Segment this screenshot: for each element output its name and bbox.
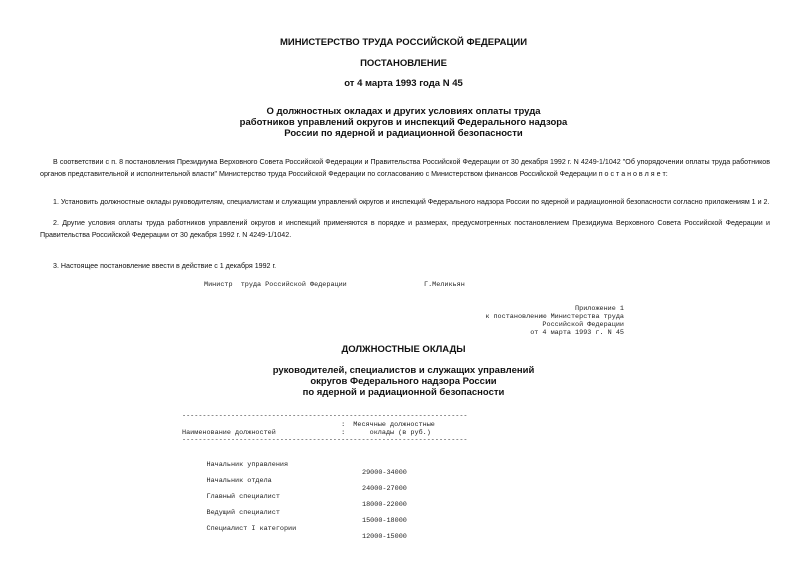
- title-line-2: работников управлений округов и инспекций Федерального надзора: [239, 117, 568, 128]
- table-row: [182, 517, 482, 549]
- position-cell: Начальник отдела: [206, 477, 272, 485]
- appendix-line-4: от 4 марта 1993 г. N 45: [530, 329, 624, 337]
- signature-title: Министр труда Российской Федерации: [204, 281, 347, 289]
- appendix-subtitle-2: округов Федерального надзора России: [310, 376, 497, 387]
- appendix-line-3: Российской Федерации: [542, 321, 624, 329]
- table-header-line-1: : Месячные должностные: [182, 421, 435, 429]
- ministry-heading: МИНИСТЕРСТВО ТРУДА РОССИЙСКОЙ ФЕДЕРАЦИИ: [279, 37, 528, 48]
- salary-cell: 12000-15000: [362, 533, 407, 541]
- appendix-line-1: Приложение 1: [575, 305, 624, 313]
- appendix-line-2: к постановлению Министерства труда: [485, 313, 624, 321]
- position-cell: Начальник управления: [206, 461, 289, 469]
- position-cell: Главный специалист: [206, 493, 280, 501]
- item-3-paragraph: 3. Настоящее постановление ввести в действие с 1 декабря 1992 г.: [53, 262, 277, 270]
- salary-cell: 18000-22000: [362, 501, 407, 509]
- item-2-paragraph: 2. Другие условия оплаты труда работников управлений округов и инспекций применяются в порядке и размерах, предусмотренных постановлением Президиума Верховного Совета Российской Федерации и Правительства Российской Федерации от 30 декабря 1992 г. N 4249-1/1042.: [40, 219, 770, 239]
- table-header-rule: ----------------------------------------------------------------------: [182, 436, 468, 444]
- salary-cell: 29000-34000: [362, 469, 407, 477]
- title-line-3: России по ядерной и радиационной безопасности: [284, 128, 523, 139]
- table-header-line-2: Наименование должностей : оклады (в руб.): [182, 429, 431, 437]
- position-cell: Специалист I категории: [206, 525, 297, 533]
- appendix-reference: [440, 305, 624, 337]
- appendix-title: ДОЛЖНОСТНЫЕ ОКЛАДЫ: [341, 344, 466, 355]
- salary-cell: 24000-27000: [362, 485, 407, 493]
- preamble-paragraph: В соответствии с п. 8 постановления Президиума Верховного Совета Российской Федерации и Правительства Российской Федерации от 30 декабря 1992 г. N 4249-1/1042 "Об упорядочении оплаты труда работников органов представительной и исполнительной власти" Министерство труда Российской Федерации по согласованию с Министерством финансов Российской Федерации п о с т а н о в л я е т:: [40, 158, 770, 178]
- salary-cell: 15000-18000: [362, 517, 407, 525]
- title-line-1: О должностных окладах и других условиях оплаты труда: [266, 106, 541, 117]
- signature-name: Г.Меликьян: [424, 281, 465, 289]
- appendix-subtitle-1: руководителей, специалистов и служащих управлений: [272, 365, 535, 376]
- item-1-paragraph: 1. Установить должностные оклады руководителям, специалистам и служащим управлений округов и инспекций Федерального надзора России по ядерной и радиационной безопасности согласно приложениям 1 и 2.: [53, 198, 770, 206]
- appendix-subtitle-3: по ядерной и радиационной безопасности: [302, 387, 505, 398]
- position-cell: Ведущий специалист: [206, 509, 280, 517]
- doc-type-heading: ПОСТАНОВЛЕНИЕ: [360, 58, 447, 69]
- date-number: от 4 марта 1993 года N 45: [344, 78, 463, 89]
- table-top-rule: ----------------------------------------------------------------------: [182, 412, 468, 420]
